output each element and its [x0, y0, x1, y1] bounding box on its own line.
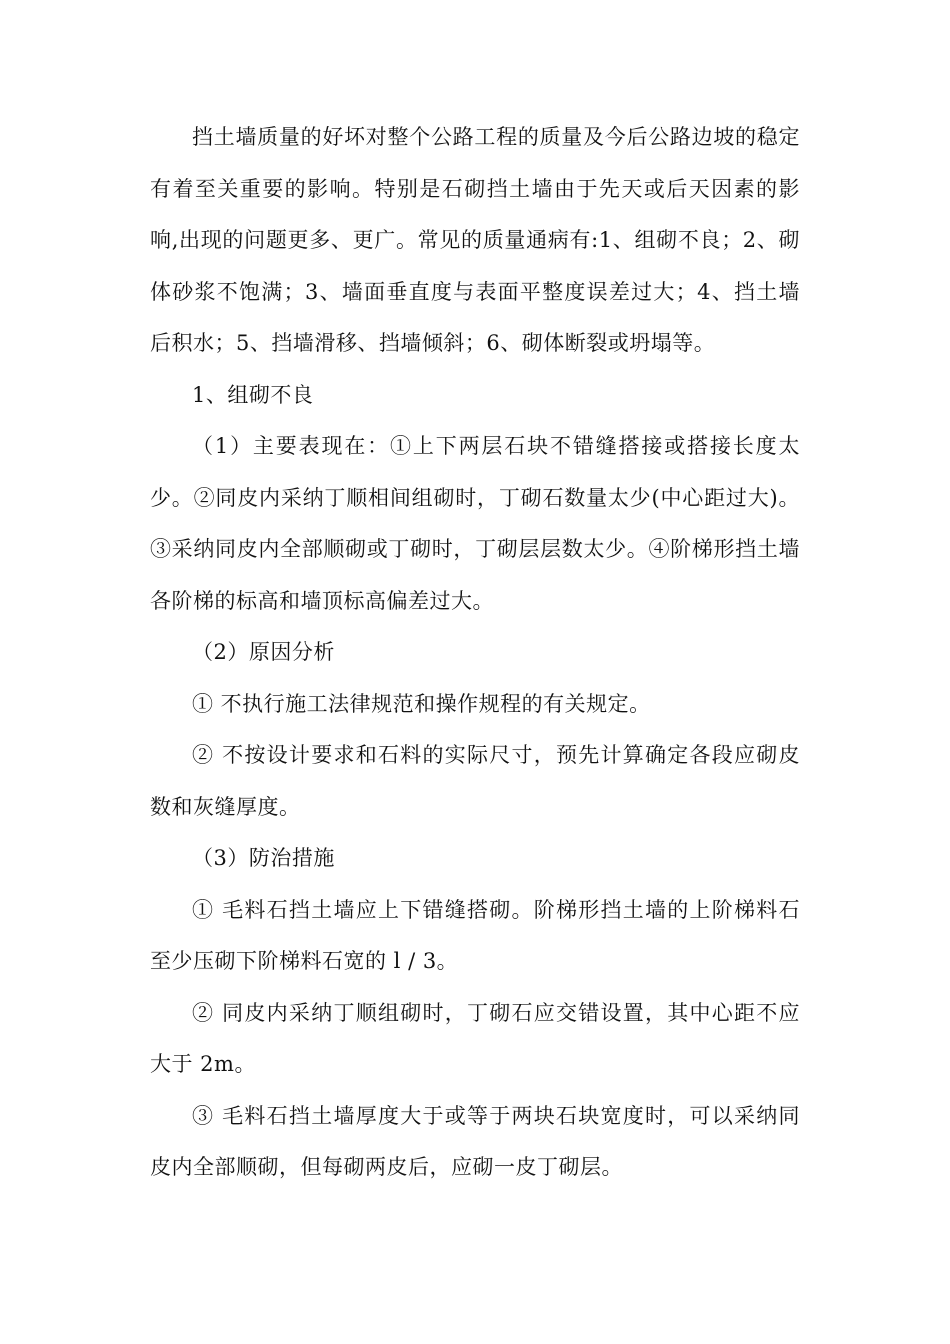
cause-item-1: ① 不执行施工法律规范和操作规程的有关规定。	[192, 691, 651, 716]
document-body	[150, 112, 800, 1194]
intro-paragraph: 挡土墙质量的好坏对整个公路工程的质量及今后公路边坡的稳定有着至关重要的影响。特别是石砌挡土墙由于先天或后天因素的影响,出现的问题更多、更广。常见的质量通病有:1、组砌不良；2、砌体砂浆不饱满；3、墙面垂直度与表面平整度误差过大；4、挡土墙后积水；5、挡墙滑移、挡墙倾斜；6、砌体断裂或坍塌等。	[150, 125, 800, 355]
cause-item-2: ② 不按设计要求和石料的实际尺寸，预先计算确定各段应砌皮数和灰缝厚度。	[150, 743, 800, 819]
section-heading-poor-bonding: 1、组砌不良	[192, 382, 314, 407]
measure-item-1: ① 毛料石挡土墙应上下错缝搭砌。阶梯形挡土墙的上阶梯料石至少压砌下阶梯料石宽的 l / 3。	[150, 897, 800, 973]
measure-item-2: ② 同皮内采纳丁顺组砌时，丁砌石应交错设置，其中心距不应大于 2m。	[150, 1000, 800, 1076]
symptoms-paragraph: （1）主要表现在：①上下两层石块不错缝搭接或搭接长度太少。②同皮内采纳丁顺相间组砌时，丁砌石数量太少(中心距过大)。③采纳同皮内全部顺砌或丁砌时，丁砌层层数太少。④阶梯形挡土墙各阶梯的标高和墙顶标高偏差过大。	[150, 434, 800, 613]
subheading-prevention-measures: （3）防治措施	[192, 846, 335, 870]
measure-item-3: ③ 毛料石挡土墙厚度大于或等于两块石块宽度时，可以采纳同皮内全部顺砌，但每砌两皮后，应砌一皮丁砌层。	[150, 1103, 800, 1179]
subheading-cause-analysis: （2）原因分析	[192, 640, 335, 664]
